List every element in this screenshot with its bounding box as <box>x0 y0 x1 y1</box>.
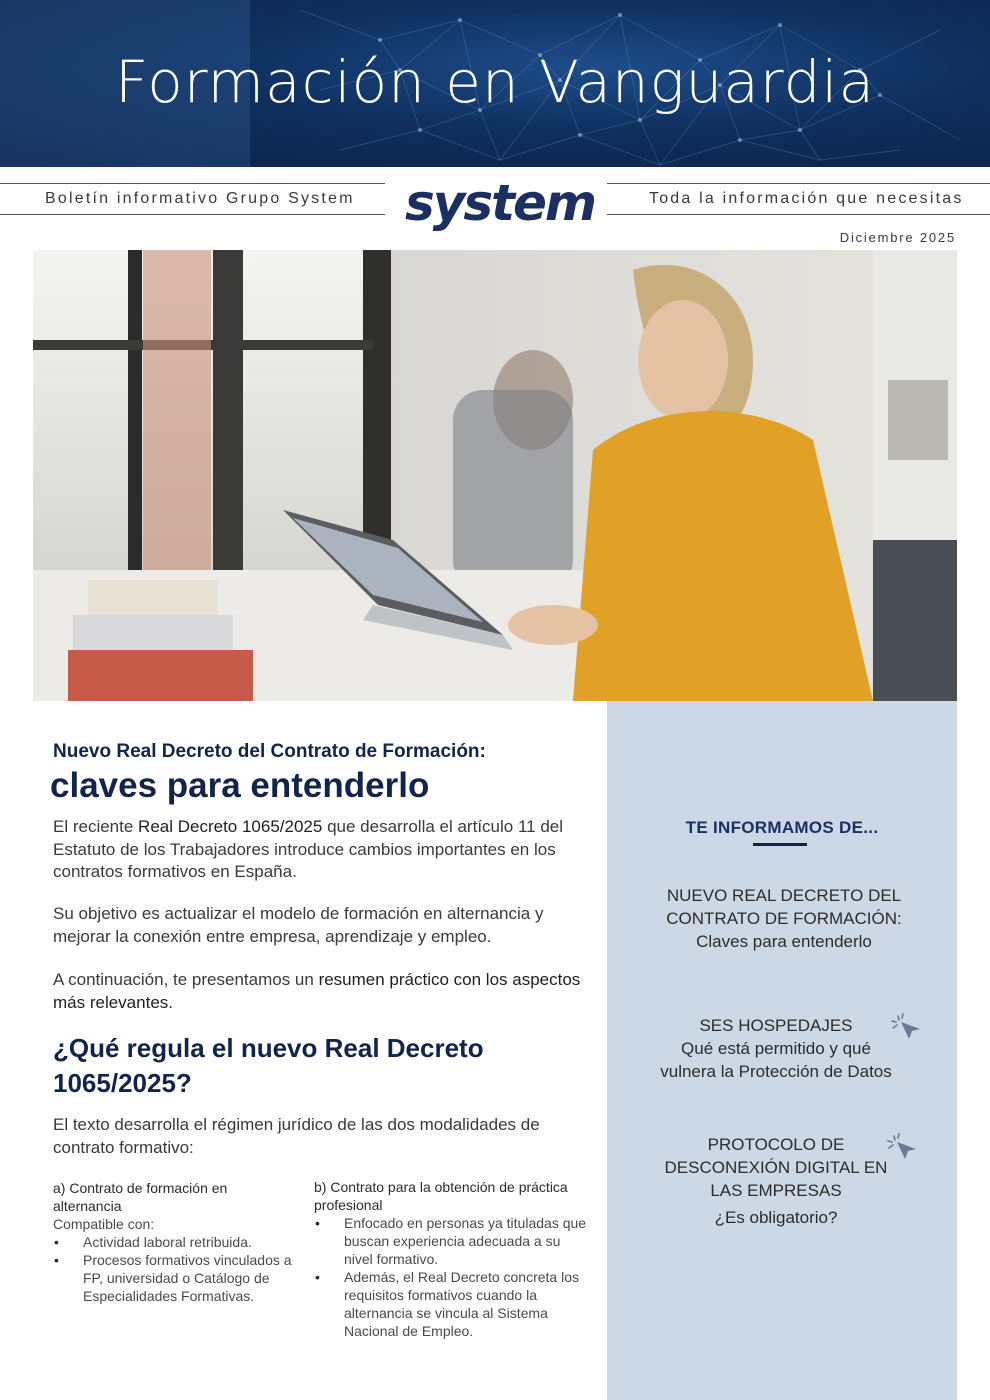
sidebar-divider <box>753 843 807 846</box>
sidebar-panel <box>607 701 957 1400</box>
system-logo: system <box>405 174 596 232</box>
masthead-left-band <box>0 183 385 215</box>
hero-photo <box>33 250 957 701</box>
article-paragraph-1: El reciente Real Decreto 1065/2025 que desarrolla el artículo 11 del Estatuto de los Trabajadores introduce cambios importantes en los contratos formativos en España. <box>53 817 564 881</box>
list-item: • Enfocado en personas ya tituladas que buscan experiencia adecuada a su nivel formativo. <box>314 1214 589 1268</box>
sidebar-heading: TE INFORMAMOS DE... <box>685 818 879 837</box>
article-headline: claves para entenderlo <box>50 766 430 805</box>
list-item: • Actividad laboral retribuida. <box>53 1233 298 1251</box>
sidebar-item-real-decreto[interactable]: NUEVO REAL DECRETO DEL CONTRATO DE FORMACIÓN: Claves para entenderlo <box>666 886 902 951</box>
contract-b-title: b) Contrato para la obtención de práctica profesional <box>314 1179 568 1213</box>
banner-title: Formación en Vanguardia <box>114 48 876 116</box>
sidebar-item-ses-hospedajes[interactable]: SES HOSPEDAJES Qué está permitido y qué vulnera la Protección de Datos <box>660 1016 892 1081</box>
list-item: • Además, el Real Decreto concreta los requisitos formativos cuando la alternancia se vincula al Sistema Nacional de Empleo. <box>314 1268 589 1340</box>
article-paragraph-2: Su objetivo es actualizar el modelo de formación en alternancia y mejorar la conexión entre empresa, aprendizaje y empleo. <box>53 904 544 946</box>
click-cursor-icon[interactable] <box>890 1012 924 1042</box>
article-kicker: Nuevo Real Decreto del Contrato de Formación: <box>53 741 486 762</box>
article-paragraph-3: A continuación, te presentamos un resumen práctico con los aspectos más relevantes. <box>53 970 581 1012</box>
issue-date: Diciembre 2025 <box>839 230 956 245</box>
article-paragraph-4: El texto desarrolla el régimen jurídico de las dos modalidades de contrato formativo: <box>53 1115 540 1157</box>
contract-type-b <box>314 1178 589 1340</box>
contract-a-list <box>53 1233 298 1305</box>
sidebar-item-desconexion[interactable]: PROTOCOLO DE DESCONEXIÓN DIGITAL EN LAS EMPRESAS ¿Es obligatorio? <box>664 1135 888 1227</box>
click-cursor-icon[interactable] <box>886 1132 920 1162</box>
masthead-right-band <box>607 183 990 215</box>
summary-highlight: resumen práctico con los aspectos más relevantes. <box>53 970 581 1012</box>
header-banner <box>0 0 990 167</box>
contract-b-list <box>314 1214 589 1340</box>
contract-a-title: a) Contrato de formación en alternancia <box>53 1180 228 1214</box>
contract-a-intro: Compatible con: <box>53 1216 155 1232</box>
newsletter-tagline: Boletín informativo Grupo System <box>45 190 355 207</box>
section-heading: ¿Qué regula el nuevo Real Decreto 1065/2025? <box>53 1033 484 1098</box>
decree-reference: Real Decreto 1065/2025 <box>138 817 323 836</box>
contract-type-a <box>53 1179 298 1305</box>
list-item: • Procesos formativos vinculados a FP, universidad o Catálogo de Especialidades Formativas. <box>53 1251 298 1305</box>
info-tagline: Toda la información que necesitas <box>649 190 964 207</box>
